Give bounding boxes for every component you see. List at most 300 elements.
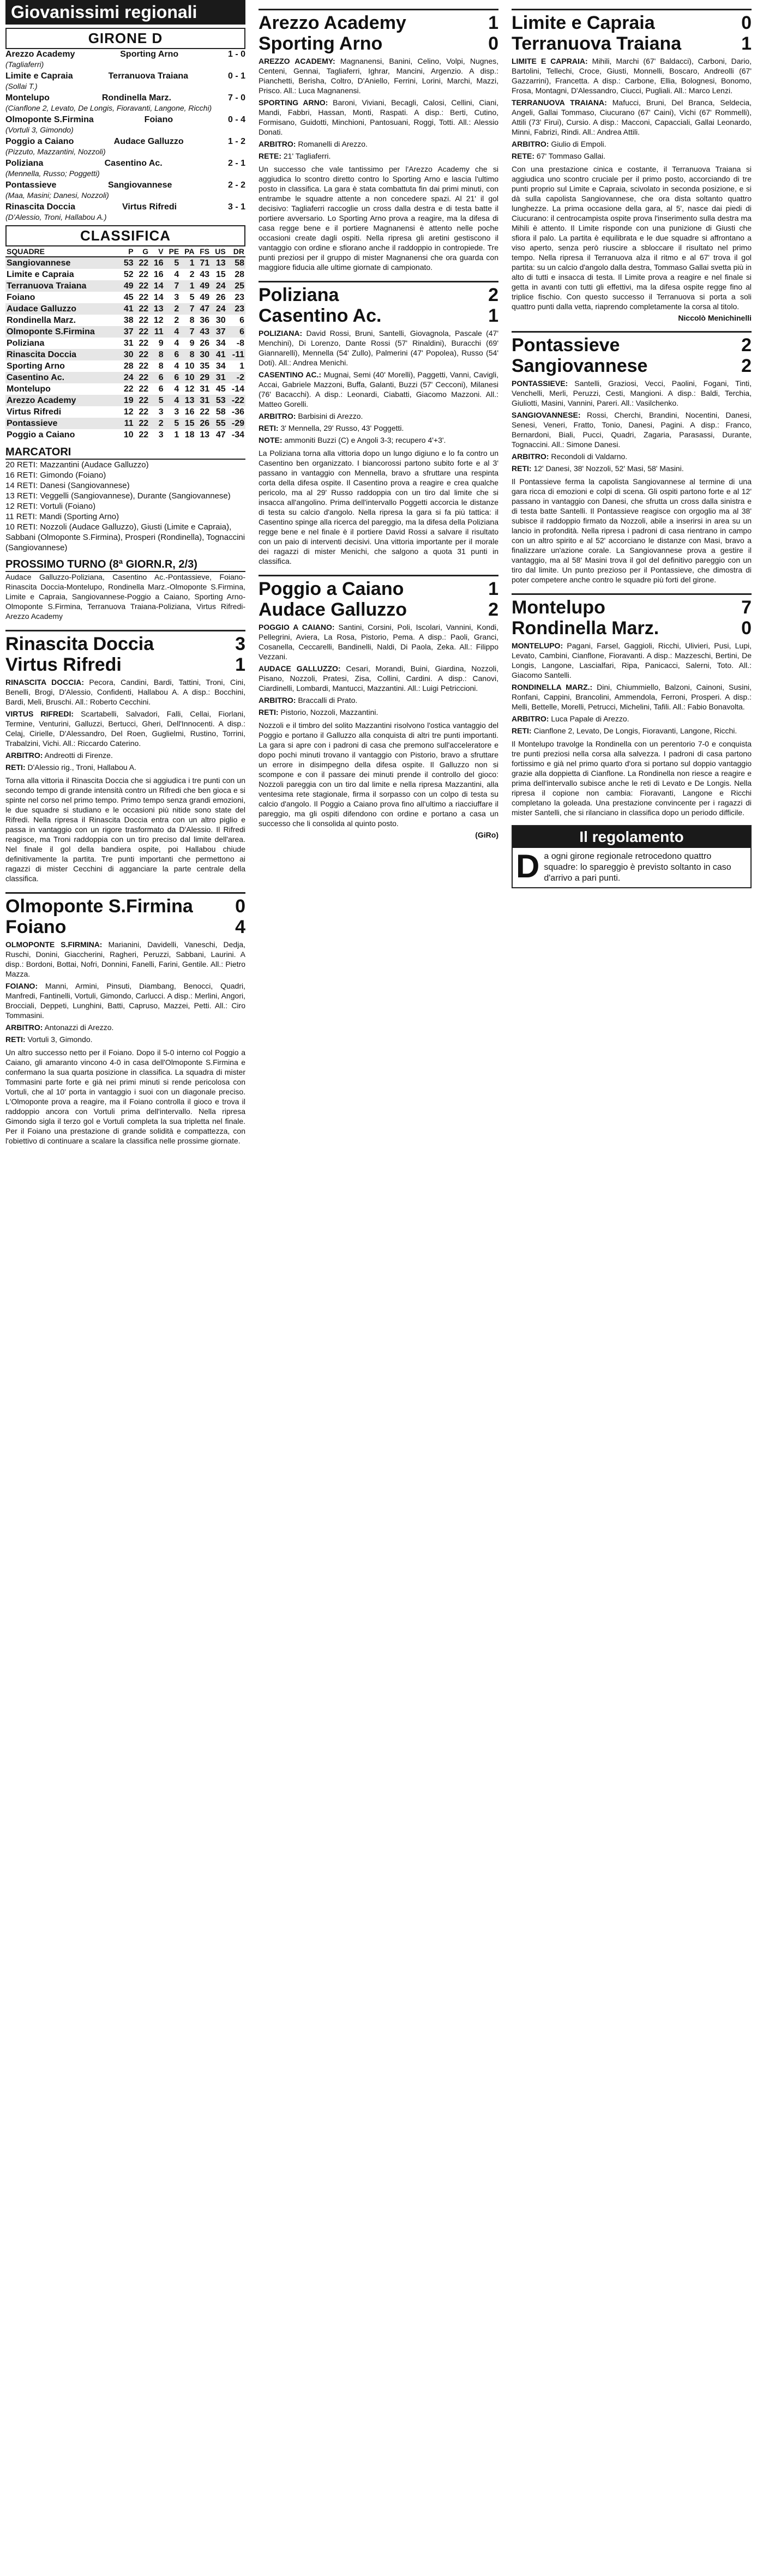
result-score: 0 - 1 [227,71,245,81]
report-home-line [259,285,498,305]
standings-row [5,280,245,292]
lineup-text: Scartabelli, Salvadori, Falli, Cellai, Fiorlani, Termine, Venturini, Galluzzi, Bertucci, Gheri, Dell'Innocenti. A disp.: Celaj, Cirielle, D'Alessandro, Del Roen, Guglielmi, Rustino, Torrini, Trabalzini, Vichi. All.: Riccardo Caterino. [5,709,246,748]
report-home-score: 0 [741,13,752,33]
standings-cell: 16 [153,270,164,279]
standings-row [5,360,245,372]
report-away-score: 1 [741,33,752,54]
report-away-line [512,356,752,376]
result-scorers: (Vortuli 3, Gimondo) [5,125,74,134]
standings-cell: 49 [119,280,134,292]
report-article: Un successo che vale tantissimo per l'Arezzo Academy che si aggiudica lo scontro diretto contro lo Sporting Arno e lascia l'ultimo posto in classifica. La gara è stata combattuta fin dai primi minuti, con entrambe le squadre attente a non concedere spazi. Al 21' il gol decisivo: Tagliaferri raccoglie un cross dalla destra e di testa batte il portiere avversario. Lo Sporting Arno prova a reagire, ma la difesa di casa regge bene e il portiere Magnanensi è attento nelle poche occasioni create dagli ospiti. Nella ripresa gli aretini gestiscono il vantaggio con ordine e sfiorano anche il raddoppio in contropiede. Tre punti preziosi per il gruppo di mister Magnanensi che ora guarda con maggiore fiducia alle ultime giornate di campionato. [259,165,498,272]
result-score: 7 - 0 [227,93,245,103]
lineup-block [512,98,752,137]
lineup-text: Andreotti di Firenze. [44,751,113,760]
lineup-text: Giulio di Empoli. [551,140,606,148]
standings-cell: 31 [196,395,211,406]
standings-cell: 16 [149,257,164,269]
standings-cell: 6 [239,316,244,325]
standings-row [5,395,245,406]
lineup-text: Magnanensi, Banini, Celino, Volpi, Nugnes, Centeni, Gennai, Tagliaferri, Ighrar, Mancini, Argenzio. A disp.: Pianchetti, Berisha, Coltro, D'Aniello, Ferrini, Lorini, Marchi, Mazzi, Prisco. All.: Luca Magnanensi. [259,57,498,95]
lineup-block [5,762,245,772]
standings-cell: 8 [149,349,164,360]
home-team: Arezzo Academy [5,50,75,59]
lineup-label: RETI: [259,708,279,717]
lineup-label: RETE: [259,152,281,160]
standings-cell: 31 [211,372,227,383]
standings-cell: -29 [227,418,245,429]
standings-body [5,257,245,441]
standings-cell: 22 [139,430,149,440]
lineup-text: Pagani, Farsel, Gaggioli, Ricchi, Ulivieri, Pusi, Lupi, Levato, Cambini, Cianflone, Fioravanti. A disp.: Mazzeschi, Bertini, De Longis, Langone, Lascialfari, Ripa, Panicacci, Salerni, Toto. All.: Giacomo Santelli. [512,641,752,679]
standings-cell: 14 [153,293,164,302]
lineup-block [259,151,498,161]
standings-cell: 22 [135,303,149,315]
standings-cell: 8 [158,362,164,371]
standings-row [5,383,245,395]
lineup-label: CASENTINO AC.: [259,370,322,379]
report-away-team: Terranuova Traiana [512,33,682,54]
lineup-block [512,726,752,736]
lineup-label: SANGIOVANNESE: [512,411,581,419]
regolamento-text: a ogni girone regionale retrocedono quattro squadre: lo spareggio è previsto soltanto in caso d'arrivo a pari punti. [544,852,731,883]
team-name: Terranuova Traiana [5,280,119,292]
standings-cell: 28 [235,270,244,279]
standings-cell: 12 [184,384,195,394]
lineup-block [5,677,245,707]
standings-row [5,257,245,269]
away-team: Sangiovannese [108,180,172,190]
standings-cell: 36 [200,316,210,325]
lineup-label: RONDINELLA MARZ.: [512,683,593,691]
lineup-label: RETI: [5,763,26,772]
lineup-block [259,707,498,717]
result-scorers: (Maa, Masini; Danesi, Nozzoli) [5,191,109,200]
report-away-score: 4 [235,917,245,937]
standings-cell: 22 [139,362,149,371]
team-name: Audace Galluzzo [5,303,119,315]
standings-row [5,349,245,360]
standings-cell: 31 [200,384,210,394]
team-name: Pontassieve [5,418,119,429]
regolamento-box [512,825,752,888]
standings-cell: 5 [189,293,195,302]
classifica-title: CLASSIFICA [5,225,245,246]
lineup-text: Manni, Armini, Pinsuti, Diambang, Benocci, Quadri, Manfredi, Fantinelli, Vortuli, Gimondo, Carlucci. A disp.: Merlini, Angori, Brocciali, Deppeti, Lunghini, Batti, Capruso, Mazzei, Petti. All.: Ciro Tommasini. [5,982,245,1020]
standings-cell: 3 [174,407,179,417]
standings-cell: 9 [158,339,164,348]
lineup-label: TERRANUOVA TRAIANA: [512,98,607,107]
team-name: Poliziana [7,339,45,348]
report-away-line [259,599,498,620]
lineup-label: OLMOPONTE S.FIRMINA: [5,940,103,949]
standings-header: PA [180,246,195,257]
standings-header: V [149,246,164,257]
report-article: Un altro successo netto per il Foiano. Dopo il 5-0 interno col Poggio a Caiano, gli amaranto vincono 4-0 in casa dell'Olmoponte S.Firmina e confermano la sua quarta posizione in classifica. La squadra di mister Tommasini parte forte e già nei primi minuti si rende pericolosa con Vortuli, che al 10' porta in vantaggio i suoi con un diagonale preciso. L'Olmoponte prova a reagire, ma il Foiano controlla il gioco e trova il raddoppio ancora con Vortuli prima dell'intervallo. Nella ripresa Gimondo sigla il terzo gol e Vortuli completa la sua tripletta nel finale. Per il Foiano una prestazione di grande solidità e compattezza, con l'obiettivo di continuare a scalare la classifica nelle prossime giornate. [5,1048,245,1145]
report-away-score: 0 [488,33,498,54]
standings-cell: 41 [119,303,134,315]
standings-cell: 23 [235,293,244,302]
lineup-block [5,750,245,760]
report-away-score: 1 [488,305,498,326]
team-name: Olmoponte S.Firmina [5,326,119,338]
lineup-label: AREZZO ACADEMY: [259,57,335,65]
lineup-text: Barbisini di Arezzo. [298,412,363,420]
standings-cell: 58 [227,257,245,269]
lineup-text: Pistorio, Nozzoli, Mazzantini. [280,708,378,717]
lineup-label: FOIANO: [5,982,38,990]
match-report [512,331,752,585]
result-score: 3 - 1 [227,202,245,212]
standings-cell: 6 [158,384,164,394]
standings-cell: 30 [119,349,134,360]
standings-cell: 49 [196,280,211,292]
standings-cell: 22 [139,407,149,417]
result-score: 1 - 2 [227,137,245,146]
report-home-team: Rinascita Doccia [5,634,154,654]
scorer-line: 16 RETI: Gimondo (Foiano) [5,471,106,480]
result-scorers: (Pizzuto, Mazzantini, Nozzoli) [5,147,106,156]
column-3 [512,0,752,888]
standings-cell: -11 [227,349,245,360]
girone-title: GIRONE D [5,28,245,49]
standings-cell: 22 [135,395,149,406]
report-home-team: Poliziana [259,285,339,305]
lineup-block [512,378,752,408]
lineup-label: ARBITRO: [512,452,549,461]
lineup-block [259,56,498,95]
report-home-line [512,335,752,356]
lineup-label: ARBITRO: [512,140,549,148]
standings-cell: 5 [149,395,164,406]
lineup-block [512,464,752,473]
reports-column-2 [259,9,498,828]
lineup-block [259,622,498,661]
standings-cell: 53 [211,395,227,406]
lineup-block [512,139,752,149]
lineup-block [512,410,752,449]
standings-cell: 4 [165,395,181,406]
author: Niccolò Menichinelli [678,314,752,322]
standings-cell: 45 [123,293,134,302]
lineup-block [5,709,245,748]
standings-cell: 1 [174,430,179,440]
standings-cell: 47 [215,430,226,440]
lineup-label: LIMITE E CAPRAIA: [512,57,588,65]
standings-cell: 11 [149,326,164,338]
standings-cell: -2 [227,372,245,383]
lineup-label: MONTELUPO: [512,641,563,650]
standings-cell: 3 [158,430,164,440]
standings-cell: 10 [123,430,134,440]
standings-cell: 35 [200,362,210,371]
standings-cell: 22 [139,293,149,302]
report-home-score: 1 [488,13,498,33]
standings-header: DR [227,246,245,257]
home-team: Rinascita Doccia [5,202,76,212]
lineup-label: NOTE: [259,436,283,444]
lineup-label: PONTASSIEVE: [512,379,568,388]
lineup-text: Dini, Chiummiello, Balzoni, Cainoni, Susini, Ronfani, Cappini, Brancolini, Ammendola, Ferroni, Prosperi. A disp.: Melli, Bettelle, Morelli, Petrucci, Michelini, Tafili. All.: Fabio Bonavolta. [512,683,752,711]
lineup-block [259,695,498,705]
standings-cell: 1 [180,280,195,292]
lineup-text: Romanelli di Arezzo. [298,140,368,148]
standings-row [5,338,245,349]
home-team: Poggio a Caiano [5,137,74,146]
standings-cell: 53 [119,257,134,269]
lineup-block [512,682,752,712]
standings-cell: 5 [165,418,181,429]
result-row [5,49,245,60]
away-team: Terranuova Traiana [108,71,189,81]
standings-cell: 7 [180,326,195,338]
report-article: Il Pontassieve ferma la capolista Sangiovannese al termine di una gara ricca di emozioni e colpi di scena. Gli ospiti partono forte e al 12' passano in vantaggio con Danesi, che sfrutta un cross dalla sinistra e di testa batte Santelli. Il Pontassieve reagisce con orgoglio ma al 38' subisce il raddoppio firmato da Nozzoli, abile a inserirsi in area su un lancio in profondità. Nella ripresa i padroni di casa rientrano in campo con un altro spirito e al 52' accorciano le distanze con Masi, bravo a finalizzare un'azione corale. La Sangiovannese prova a gestire il vantaggio, ma al 58' Masini trova il gol del definitivo pareggio con un tiro dal limite. Un punto prezioso per il Pontassieve, che dimostra di poter competere anche contro le squadre più forti del girone. [512,477,752,584]
standings-cell: 22 [135,280,149,292]
standings-cell: 4 [174,362,179,371]
standings-cell: 12 [153,316,164,325]
standings-cell: 30 [196,349,211,360]
report-away-line [259,305,498,326]
standings-cell: 22 [135,257,149,269]
report-article: La Poliziana torna alla vittoria dopo un lungo digiuno e lo fa contro un Casentino ben organizzato. I biancorossi partono subito forte e al 3' passano in vantaggio con Mennella, bravo a sfruttare una respinta corta della difesa ospite. Il Casentino prova a reagire e crea qualche pericolo, ma al 29' Russo raddoppia con un tiro dal limite che si insacca all'angolino. Prima dell'intervallo Poggetti accorcia le distanze di testa su calcio d'angolo. Nella ripresa la gara si fa più tattica: il Casentino spinge alla ricerca del pareggio, ma la difesa della Poliziana regge bene e nel finale è il portiere David Rossi a salvare il risultato con un paio di interventi decisivi. Una vittoria importante per il morale dei ragazzi di mister Menichi, che salgono a quota 31 punti in classifica. [259,449,498,565]
standings-cell: 49 [200,293,210,302]
result-score: 2 - 1 [227,159,245,168]
standings-cell: 26 [200,339,210,348]
standings-cell: 24 [119,372,134,383]
report-away-team: Casentino Ac. [259,305,382,326]
standings-cell: 24 [211,303,227,315]
result-score: 2 - 2 [227,180,245,190]
standings-row [5,292,245,303]
match-report [5,892,245,1146]
standings-row [5,418,245,429]
lineup-block [512,151,752,161]
team-name: Casentino Ac. [5,372,119,383]
standings-table [5,246,245,441]
lineup-text: Mafucci, Bruni, Del Branca, Seldecia, Angeli, Gallai Tommaso, Ciucurano (67' Caini), Vichi (67' Rommelli), Attili (73' Firui), Cursio. A disp.: Macconi, Capacciali, Gallai Leonardo, Minni, Fabrizi, Rindi. All.: Andrea Attili. [512,98,752,136]
standings-header: PE [165,246,181,257]
lineup-text: Santelli, Graziosi, Vecci, Paolini, Fogani, Tinti, Venchelli, Merli, Peruzzi, Cesti, Mangioni. A disp.: Baldi, Terchia, Giuliotti, Masini, Vannini, Pareri. All.: Vasilchenko. [512,379,752,407]
standings-cell: 22 [123,384,134,394]
column-2 [259,0,498,839]
standings-cell: -34 [231,430,244,440]
lineup-label: POLIZIANA: [259,329,303,338]
lineup-text: Vortuli 3, Gimondo. [27,1035,93,1044]
team-name: Rinascita Doccia [5,349,119,360]
standings-cell: 14 [149,280,164,292]
away-team: Foiano [144,115,173,124]
lineup-label: ARBITRO: [5,751,43,760]
team-name: Rondinella Marz. [7,316,76,325]
standings-cell: 4 [174,270,179,279]
standings-header: SQUADRE [5,246,119,257]
standings-header: G [135,246,149,257]
standings-cell: 22 [135,326,149,338]
lineup-text: David Rossi, Bruni, Santelli, Giovagnola, Pascale (47' Menchini), Di Lorenzo, Dante Rossi (57' Rinaldini), Buracchi (69' Giannarelli), Mennella (54' Zullo), Palmerini (47' Popolea), Russo (54' Doti). All.: Andrea Menichi. [259,329,498,367]
result-row [5,158,245,169]
scorer-line: 20 RETI: Mazzantini (Audace Galluzzo) [5,460,149,470]
lineup-block [512,714,752,724]
report-away-line [5,917,245,937]
standings-cell: 11 [119,418,134,429]
report-home-score: 0 [235,896,245,917]
standings-cell: 22 [139,384,149,394]
standings-cell: 15 [180,418,195,429]
standings-row [5,372,245,383]
lineup-label: ARBITRO: [259,696,296,705]
away-team: Virtus Rifredi [122,202,177,212]
lineup-text: Mugnai, Semi (40' Morelli), Paggetti, Vanni, Cavigli, Accai, Gabriele Mazzoni, Buffa, Galanti, Buzzi (57' Cecconi), Milanesi (76' Bacacchi). A disp.: Leonardi, Ciabatti, Giacomo Mazzoni. All.: Matteo Gorelli. [259,370,498,408]
team-name: Montelupo [7,384,51,394]
report-away-team: Sangiovannese [512,356,648,376]
match-report [259,575,498,828]
lineup-label: RETI: [259,424,279,432]
standings-row [5,429,245,441]
standings-cell: 1 [239,362,244,371]
standings-row [5,269,245,280]
lineup-label: RINASCITA DOCCIA: [5,678,84,687]
standings-cell: -14 [231,384,244,394]
report-home-team: Limite e Capraia [512,13,655,33]
result-row [5,115,245,125]
away-team: Sporting Arno [120,50,179,59]
home-team: Olmoponte S.Firmina [5,115,94,124]
standings-cell: 43 [196,326,211,338]
standings-cell: 26 [196,418,211,429]
standings-cell: 12 [123,407,134,417]
standings-cell: 13 [200,430,210,440]
standings-row [5,326,245,338]
team-name: Poggio a Caiano [7,430,75,440]
lineup-block [5,1034,245,1044]
standings-cell: 28 [123,362,134,371]
report-away-team: Virtus Rifredi [5,654,122,675]
match-report [512,9,752,311]
standings-cell: 2 [165,303,181,315]
standings-cell: 47 [196,303,211,315]
team-name: Arezzo Academy [5,395,119,406]
standings-cell: 7 [165,280,181,292]
result-row [5,93,245,104]
result-row [5,136,245,147]
home-team: Montelupo [5,93,50,103]
lineup-text: Recondoli di Valdarno. [551,452,628,461]
standings-cell: 26 [215,293,226,302]
standings-cell: 10 [184,362,195,371]
away-team: Audace Galluzzo [113,137,184,146]
prossimo-title: PROSSIMO TURNO (8ª GIORN.R, 2/3) [5,558,245,572]
report-away-score: 0 [741,618,752,639]
report-away-line [512,33,752,54]
lineup-block [259,139,498,149]
lineup-text: Santini, Corsini, Poli, Iscolari, Vannini, Kondi, Pellegrini, Aviera, La Rosa, Pistorio, Pema. A disp.: Paoli, Granci, Cosanella, Ceccarelli, Bandinelli, Naldi, Di Paola, Zeka. All.: Filippo Vezzani. [259,623,498,661]
report-home-score: 2 [741,335,752,356]
away-team: Rondinella Marz. [101,93,171,103]
report-home-score: 7 [741,597,752,618]
lineup-label: AUDACE GALLUZZO: [259,664,341,673]
result-scorers: (Mennella, Russo; Poggetti) [5,169,100,178]
standings-cell: 71 [196,257,211,269]
standings-cell: 4 [165,326,181,338]
lineup-text: Braccalli di Prato. [298,696,358,705]
report-home-team: Pontassieve [512,335,620,356]
lineup-label: ARBITRO: [512,714,549,723]
regolamento-dropcap: D [516,848,540,884]
lineup-label: RETE: [512,152,534,160]
away-team: Casentino Ac. [104,159,163,168]
standings-cell: 34 [215,339,226,348]
standings-cell: 22 [135,418,149,429]
lineup-text: Marianini, Davidelli, Vaneschi, Dedja, Ruschi, Donini, Giaccherini, Ragheri, Peruzzi, Sabbani, Laurini. A disp.: Bordoni, Bottai, Nofri, Donnini, Fanelli, Farini, Gentile. All.: Pietro Mazza. [5,940,245,978]
standings-cell: 4 [174,384,179,394]
standings-cell: 4 [174,339,179,348]
standings-cell: 13 [211,257,227,269]
report-home-line [512,13,752,33]
lineup-block [259,328,498,368]
reports-column-1 [5,630,245,1146]
marcatori-title: MARCATORI [5,446,245,460]
scorer-line: 11 RETI: Mandi (Sporting Arno) [5,512,119,521]
standings-cell: 6 [165,372,181,383]
lineup-text: D'Alessio rig., Troni, Hallabou A. [27,763,136,772]
lineup-block [259,370,498,409]
lineup-block [512,56,752,95]
report-away-team: Sporting Arno [259,33,383,54]
standings-cell: 8 [180,349,195,360]
lineup-block [5,981,245,1020]
lineup-block [5,1022,245,1032]
lineup-label: ARBITRO: [259,412,296,420]
lineup-text: Cianflone 2, Levato, De Longis, Fioravanti, Langone, Ricchi. [533,726,737,735]
standings-cell: 22 [135,349,149,360]
standings-cell: 43 [200,270,210,279]
standings-header-row [5,246,245,257]
standings-cell: 37 [119,326,134,338]
result-row [5,71,245,82]
lineup-block [512,641,752,680]
standings-cell: 10 [180,372,195,383]
report-article: Con una prestazione cinica e costante, il Terranuova Traiana si aggiudica uno scontro cruciale per il primo posto, accorciando di tre punti proprio sul Limite e Capraia, scivolato in seconda posizione, e si dà sulla capolista Sangiovannese, che ora dista soltanto quattro lunghezze. La prima occasione della gara, al 5', nasce dai piedi di Ciucurano: il centrocampista ospite prova l'inserimento sulla destra ma Mihili è attento. Il Limite risponde con una punizione di Giusti che sfiora il palo. La partita è equilibrata e le due squadre si affrontano a viso aperto, senza però riuscire a sbloccare il risultato nel primo tempo. Nella ripresa il Terranuova alza il ritmo e al 67' trova il gol partita: su un calcio d'angolo dalla destra, Tommaso Gallai svetta più in alto di tutti e insacca di testa. Il Limite prova a reagire e nel finale si getta in avanti con tutti gli effettivi, ma la difesa ospite regge fino al triplice fischio. Con questo successo il Terranuova si porta a soli quattro punti dalla vetta, riaprendo completamente la corsa al titolo. [512,165,752,311]
team-name: Sporting Arno [7,362,65,371]
signature: (GiRo) [475,830,498,839]
standings-cell: 25 [227,280,245,292]
standings-row [5,315,245,326]
match-report [259,281,498,566]
team-name: Virtus Rifredi [7,407,62,417]
standings-cell: 55 [211,418,227,429]
team-name: Limite e Capraia [7,270,74,279]
result-scorers: (Sollai T.) [5,82,38,91]
standings-cell: 15 [215,270,226,279]
lineup-text: 21' Tagliaferri. [283,152,331,160]
report-away-line [259,33,498,54]
lineup-label: ARBITRO: [5,1023,43,1032]
lineup-text: ammoniti Buzzi (C) e Angoli 3-3; recupero 4'+3'. [284,436,446,444]
standings-cell: 24 [211,280,227,292]
result-row [5,202,245,213]
marcatori-list [5,460,245,553]
standings-cell: 8 [189,316,195,325]
report-home-line [5,634,245,654]
lineup-text: Mihili, Marchi (67' Baldacci), Carboni, Dario, Bartolini, Tellechi, Croce, Giusti, Monnelli, Boscaro, Andreolli (67' Gazzarrini), Francetta. A disp.: Carbone, Ellia, Bolognesi, Bonomo, Frosa, Montagni, D'Alessandro, Ciucci, Pugliali. All.: Marco Lenzi. [512,57,752,95]
match-report [5,630,245,883]
lineup-block [5,940,245,979]
report-article: Nozzoli e il timbro del solito Mazzantini risolvono l'ostica vantaggio del Poggio e portano il Galluzzo alla conquista di altri tre punti importanti. La gara si apre con i padroni di casa che premono sull'acceleratore e dopo pochi minuti trovano il vantaggio con Pistorio, bravo a sfruttare un errore in disimpegno della difesa ospite. Il Galluzzo non si scompone e con il passare dei minuti prende il controllo del gioco: Nozzoli pareggia con un tiro dal limite e nella ripresa Mazzantini, alla ventesima rete stagionale, firma il sorpasso con un colpo di testa su calcio d'angolo. Il Poggio a Caiano prova fino all'ultimo a riacciuffare il pareggio, ma gli ospiti difendono con ordine e portano a casa un successo che li consolida al quinto posto. [259,721,498,828]
report-home-score: 2 [488,285,498,305]
scorer-line: 13 RETI: Veggelli (Sangiovannese), Durante (Sangiovannese) [5,491,231,501]
standings-cell: 30 [215,316,226,325]
standings-header: US [211,246,227,257]
standings-cell: -8 [236,339,244,348]
